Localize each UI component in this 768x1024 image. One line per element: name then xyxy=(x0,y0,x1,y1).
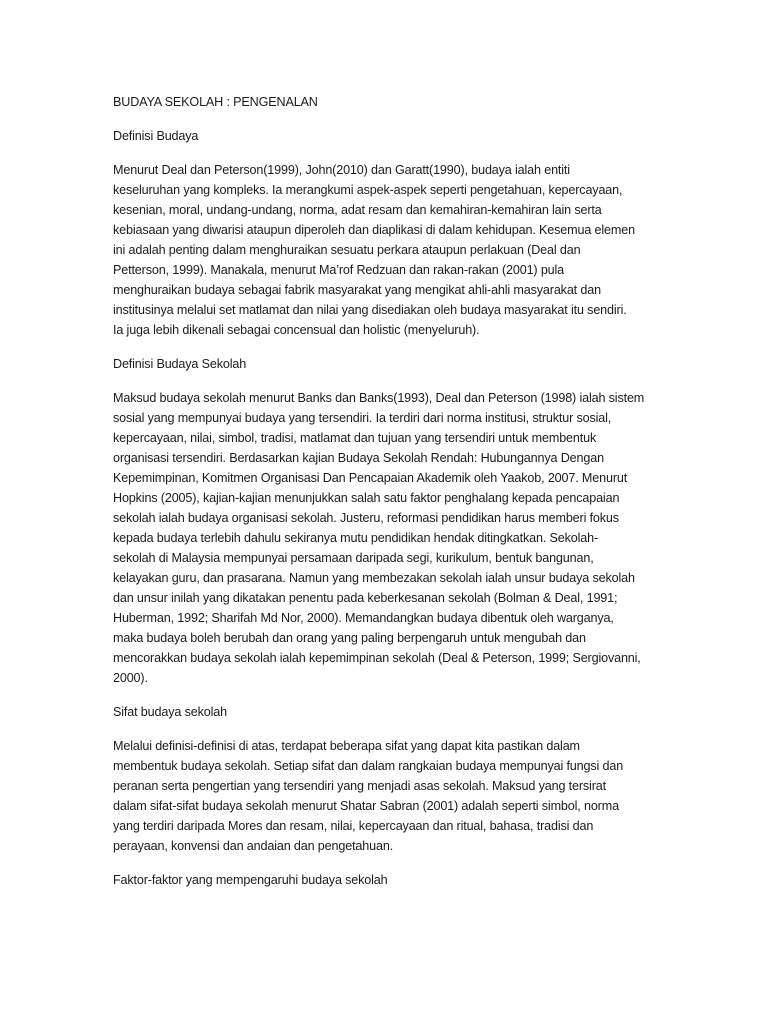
paragraph-line: membentuk budaya sekolah. Setiap sifat dan dalam rangkaian budaya mempunyai fungsi dan xyxy=(113,759,624,773)
document-title: BUDAYA SEKOLAH : PENGENALAN xyxy=(113,95,318,109)
document-body xyxy=(113,92,673,890)
paragraph-line: kesenian, moral, undang-undang, norma, adat resam dan kemahiran-kemahiran lain serta xyxy=(113,203,602,217)
paragraph-line: 2000). xyxy=(113,671,148,685)
paragraph-line: sekolah ialah budaya organisasi sekolah. Justeru, reformasi pendidikan harus memberi fokus xyxy=(113,511,619,525)
paragraph-line: Maksud budaya sekolah menurut Banks dan Banks(1993), Deal dan Peterson (1998) ialah sistem xyxy=(113,391,645,405)
paragraph-line: Petterson, 1999). Manakala, menurut Ma’rof Redzuan dan rakan-rakan (2001) pula xyxy=(113,263,565,277)
section-paragraph xyxy=(113,160,673,340)
paragraph-line: perayaan, konvensi dan andaian dan pengetahuan. xyxy=(113,839,394,853)
spacer xyxy=(113,856,673,870)
section-heading: Sifat budaya sekolah xyxy=(113,705,227,719)
paragraph-line: kelayakan guru, dan prasarana. Namun yang membezakan sekolah ialah unsur budaya sekolah xyxy=(113,571,635,585)
section-heading: Definisi Budaya xyxy=(113,129,199,143)
paragraph-line: dalam sifat-sifat budaya sekolah menurut Shatar Sabran (2001) adalah seperti simbol, norma xyxy=(113,799,619,813)
paragraph-line: Hopkins (2005), kajian-kajian menunjukkan salah satu faktor penghalang kepada pencapaian xyxy=(113,491,620,505)
paragraph-line: sekolah di Malaysia mempunyai persamaan daripada segi, kurikulum, bentuk bangunan, xyxy=(113,551,594,565)
paragraph-line: kebiasaan yang diwarisi ataupun diperoleh dan diaplikasi di dalam kehidupan. Kesemua elemen xyxy=(113,223,635,237)
paragraph-line: institusinya melalui set matlamat dan nilai yang disediakan oleh budaya masyarakat itu sendiri. xyxy=(113,303,627,317)
paragraph-line: Huberman, 1992; Sharifah Md Nor, 2000). Memandangkan budaya dibentuk oleh warganya, xyxy=(113,611,614,625)
paragraph-line: maka budaya boleh berubah dan orang yang paling berpengaruh untuk mengubah dan xyxy=(113,631,586,645)
paragraph-line: kepada budaya terlebih dahulu sekiranya mutu pendidikan hendak ditingkatkan. Sekolah- xyxy=(113,531,599,545)
section-heading: Definisi Budaya Sekolah xyxy=(113,357,247,371)
paragraph-line: keseluruhan yang kompleks. Ia merangkumi aspek-aspek seperti pengetahuan, kepercayaan, xyxy=(113,183,623,197)
section-paragraph xyxy=(113,388,673,688)
paragraph-line: Ia juga lebih dikenali sebagai concensual dan holistic (menyeluruh). xyxy=(113,323,480,337)
spacer xyxy=(113,688,673,702)
paragraph-line: mencorakkan budaya sekolah ialah kepemimpinan sekolah (Deal & Peterson, 1999; Sergiovanni, xyxy=(113,651,641,665)
paragraph-line: kepercayaan, nilai, simbol, tradisi, matlamat dan tujuan yang tersendiri untuk membentuk xyxy=(113,431,597,445)
paragraph-line: peranan serta pengertian yang tersendiri yang menjadi asas sekolah. Maksud yang tersirat xyxy=(113,779,606,793)
spacer xyxy=(113,340,673,354)
paragraph-line: Menurut Deal dan Peterson(1999), John(2010) dan Garatt(1990), budaya ialah entiti xyxy=(113,163,570,177)
paragraph-line: yang terdiri daripada Mores dan resam, nilai, kepercayaan dan ritual, bahasa, tradisi dan xyxy=(113,819,594,833)
paragraph-line: sosial yang mempunyai budaya yang tersendiri. Ia terdiri dari norma institusi, struktur sosial, xyxy=(113,411,612,425)
spacer xyxy=(113,722,673,736)
paragraph-line: ini adalah penting dalam menghuraikan sesuatu perkara ataupun perlakuan (Deal dan xyxy=(113,243,581,257)
paragraph-line: organisasi tersendiri. Berdasarkan kajian Budaya Sekolah Rendah: Hubungannya Dengan xyxy=(113,451,604,465)
spacer xyxy=(113,112,673,126)
section-heading: Faktor-faktor yang mempengaruhi budaya sekolah xyxy=(113,873,388,887)
paragraph-line: dan unsur inilah yang dikatakan penentu pada keberkesanan sekolah (Bolman & Deal, 1991; xyxy=(113,591,618,605)
section-paragraph xyxy=(113,736,673,856)
paragraph-line: Melalui definisi-definisi di atas, terdapat beberapa sifat yang dapat kita pastikan dalam xyxy=(113,739,580,753)
paragraph-line: Kepemimpinan, Komitmen Organisasi Dan Pencapaian Akademik oleh Yaakob, 2007. Menurut xyxy=(113,471,628,485)
spacer xyxy=(113,374,673,388)
spacer xyxy=(113,146,673,160)
paragraph-line: menghuraikan budaya sebagai fabrik masyarakat yang mengikat ahli-ahli masyarakat dan xyxy=(113,283,601,297)
